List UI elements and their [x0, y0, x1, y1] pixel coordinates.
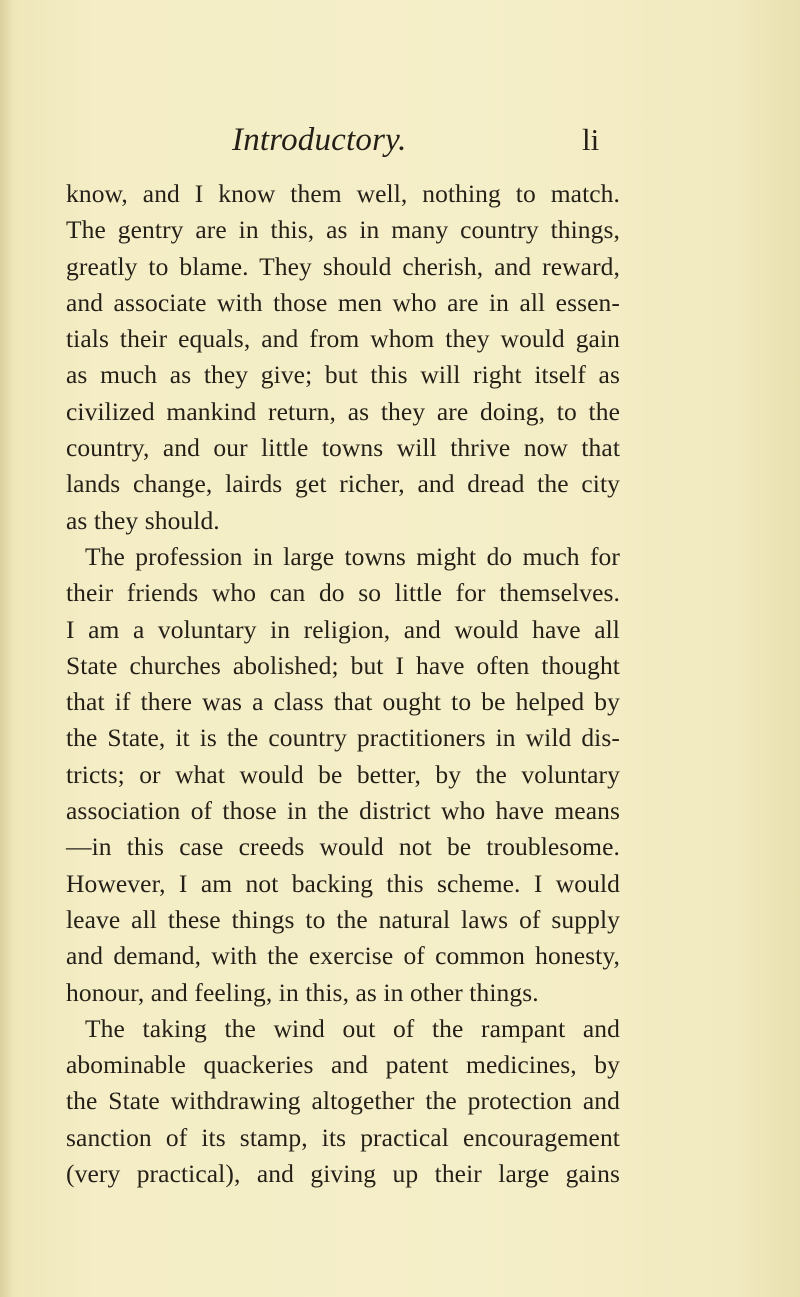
text-line: their friends who can do so little for themselves. — [66, 578, 620, 608]
text-line: civilized mankind return, as they are doing, to the — [66, 396, 620, 426]
paragraph-end-line: as they should. — [66, 505, 220, 535]
text-line: (very practical), and giving up their large gains — [66, 1159, 620, 1189]
text-line: abominable quackeries and patent medicines, by — [66, 1050, 620, 1080]
text-line: the State, it is the country practitioners in wild dis- — [66, 723, 620, 753]
text-line: and demand, with the exercise of common honesty, — [66, 941, 620, 971]
text-line: However, I am not backing this scheme. I would — [66, 868, 620, 898]
text-line: country, and our little towns will thrive now that — [66, 433, 620, 463]
text-line: sanction of its stamp, its practical encouragement — [66, 1122, 620, 1152]
paragraph-start-line: The profession in large towns might do much for — [85, 541, 620, 571]
text-line: greatly to blame. They should cherish, and reward, — [66, 251, 620, 281]
running-title: Introductory. — [232, 122, 407, 158]
text-line: leave all these things to the natural laws of supply — [66, 904, 620, 934]
page-header — [0, 118, 800, 168]
spine-shadow — [0, 0, 14, 1297]
body-text — [66, 176, 620, 1192]
text-line: I am a voluntary in religion, and would have all — [66, 614, 620, 644]
text-line: lands change, lairds get richer, and dread the city — [66, 469, 620, 499]
text-line: The gentry are in this, as in many country things, — [66, 215, 620, 245]
page-number: li — [582, 122, 600, 157]
text-line: that if there was a class that ought to be helped by — [66, 687, 620, 717]
paragraph-end-line: honour, and feeling, in this, as in other things. — [66, 977, 539, 1007]
text-line: tials their equals, and from whom they would gain — [66, 324, 620, 354]
text-line: tricts; or what would be better, by the voluntary — [66, 759, 620, 789]
text-line: know, and I know them well, nothing to match. — [66, 179, 620, 208]
text-line: the State withdrawing altogether the protection and — [66, 1086, 620, 1116]
text-line: as much as they give; but this will right itself as — [66, 360, 620, 390]
text-line: —in this case creeds would not be troublesome. — [66, 832, 620, 862]
paragraph-start-line: The taking the wind out of the rampant and — [85, 1013, 620, 1043]
text-line: association of those in the district who have means — [66, 796, 620, 826]
text-line: and associate with those men who are in all essen- — [66, 287, 620, 317]
text-line: State churches abolished; but I have often thought — [66, 650, 620, 680]
